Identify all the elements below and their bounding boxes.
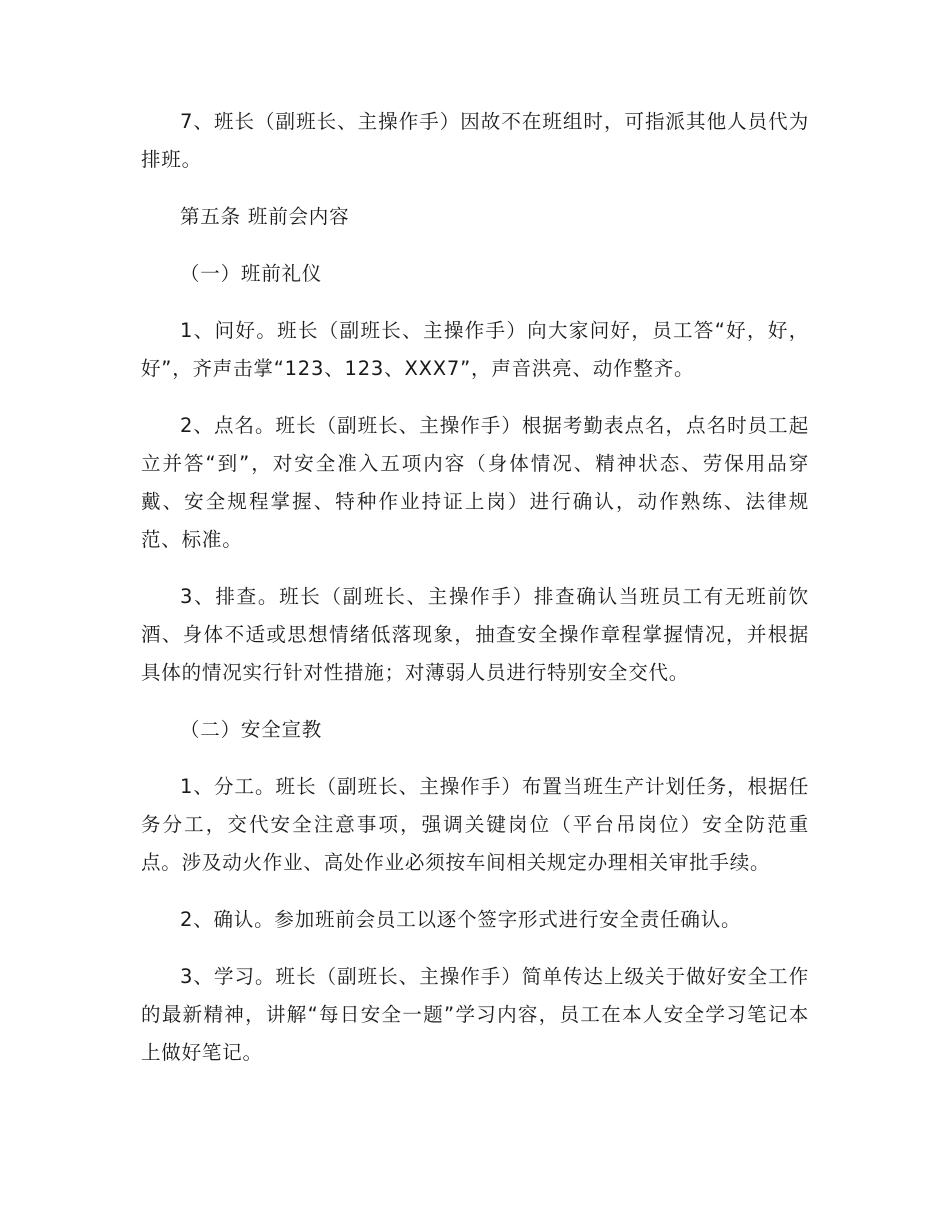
paragraph-confirmation: 2、确认。参加班前会员工以逐个签字形式进行安全责任确认。: [180, 908, 742, 931]
article-title: 第五条 班前会内容: [180, 205, 350, 228]
paragraph-study: 3、学习。班长（副班长、主操作手）简单传达上级关于做好安全工作的最新精神，讲解“每日安全一题”学习内容，员工在本人安全学习笔记本上做好笔记。: [141, 965, 809, 1064]
section-title-etiquette: （一）班前礼仪: [180, 262, 323, 285]
paragraph-roll-call: 2、点名。班长（副班长、主操作手）根据考勤表点名，点名时员工起立并答“到”，对安全准入五项内容（身体情况、精神状态、劳保用品穿戴、安全规程掌握、特种作业持证上岗）进行确认，动作熟练、法律规范、标准。: [141, 414, 809, 551]
paragraph-shift-arrangement: 7、班长（副班长、主操作手）因故不在班组时，可指派其他人员代为排班。: [141, 110, 809, 171]
paragraph-greeting: 1、问好。班长（副班长、主操作手）向大家问好，员工答“好，好，好”，齐声击掌“123、123、XXX7”，声音洪亮、动作整齐。: [141, 319, 809, 380]
section-title-safety-education: （二）安全宣教: [180, 718, 323, 741]
paragraph-inspection: 3、排查。班长（副班长、主操作手）排查确认当班员工有无班前饮酒、身体不适或思想情绪低落现象，抽查安全操作章程掌握情况，并根据具体的情况实行针对性措施；对薄弱人员进行特别安全交代。: [141, 585, 809, 684]
paragraph-task-assignment: 1、分工。班长（副班长、主操作手）布置当班生产计划任务，根据任务分工，交代安全注意事项，强调关键岗位（平台吊岗位）安全防范重点。涉及动火作业、高处作业必须按车间相关规定办理相关审批手续。: [141, 775, 809, 874]
document-body: [141, 103, 809, 1091]
